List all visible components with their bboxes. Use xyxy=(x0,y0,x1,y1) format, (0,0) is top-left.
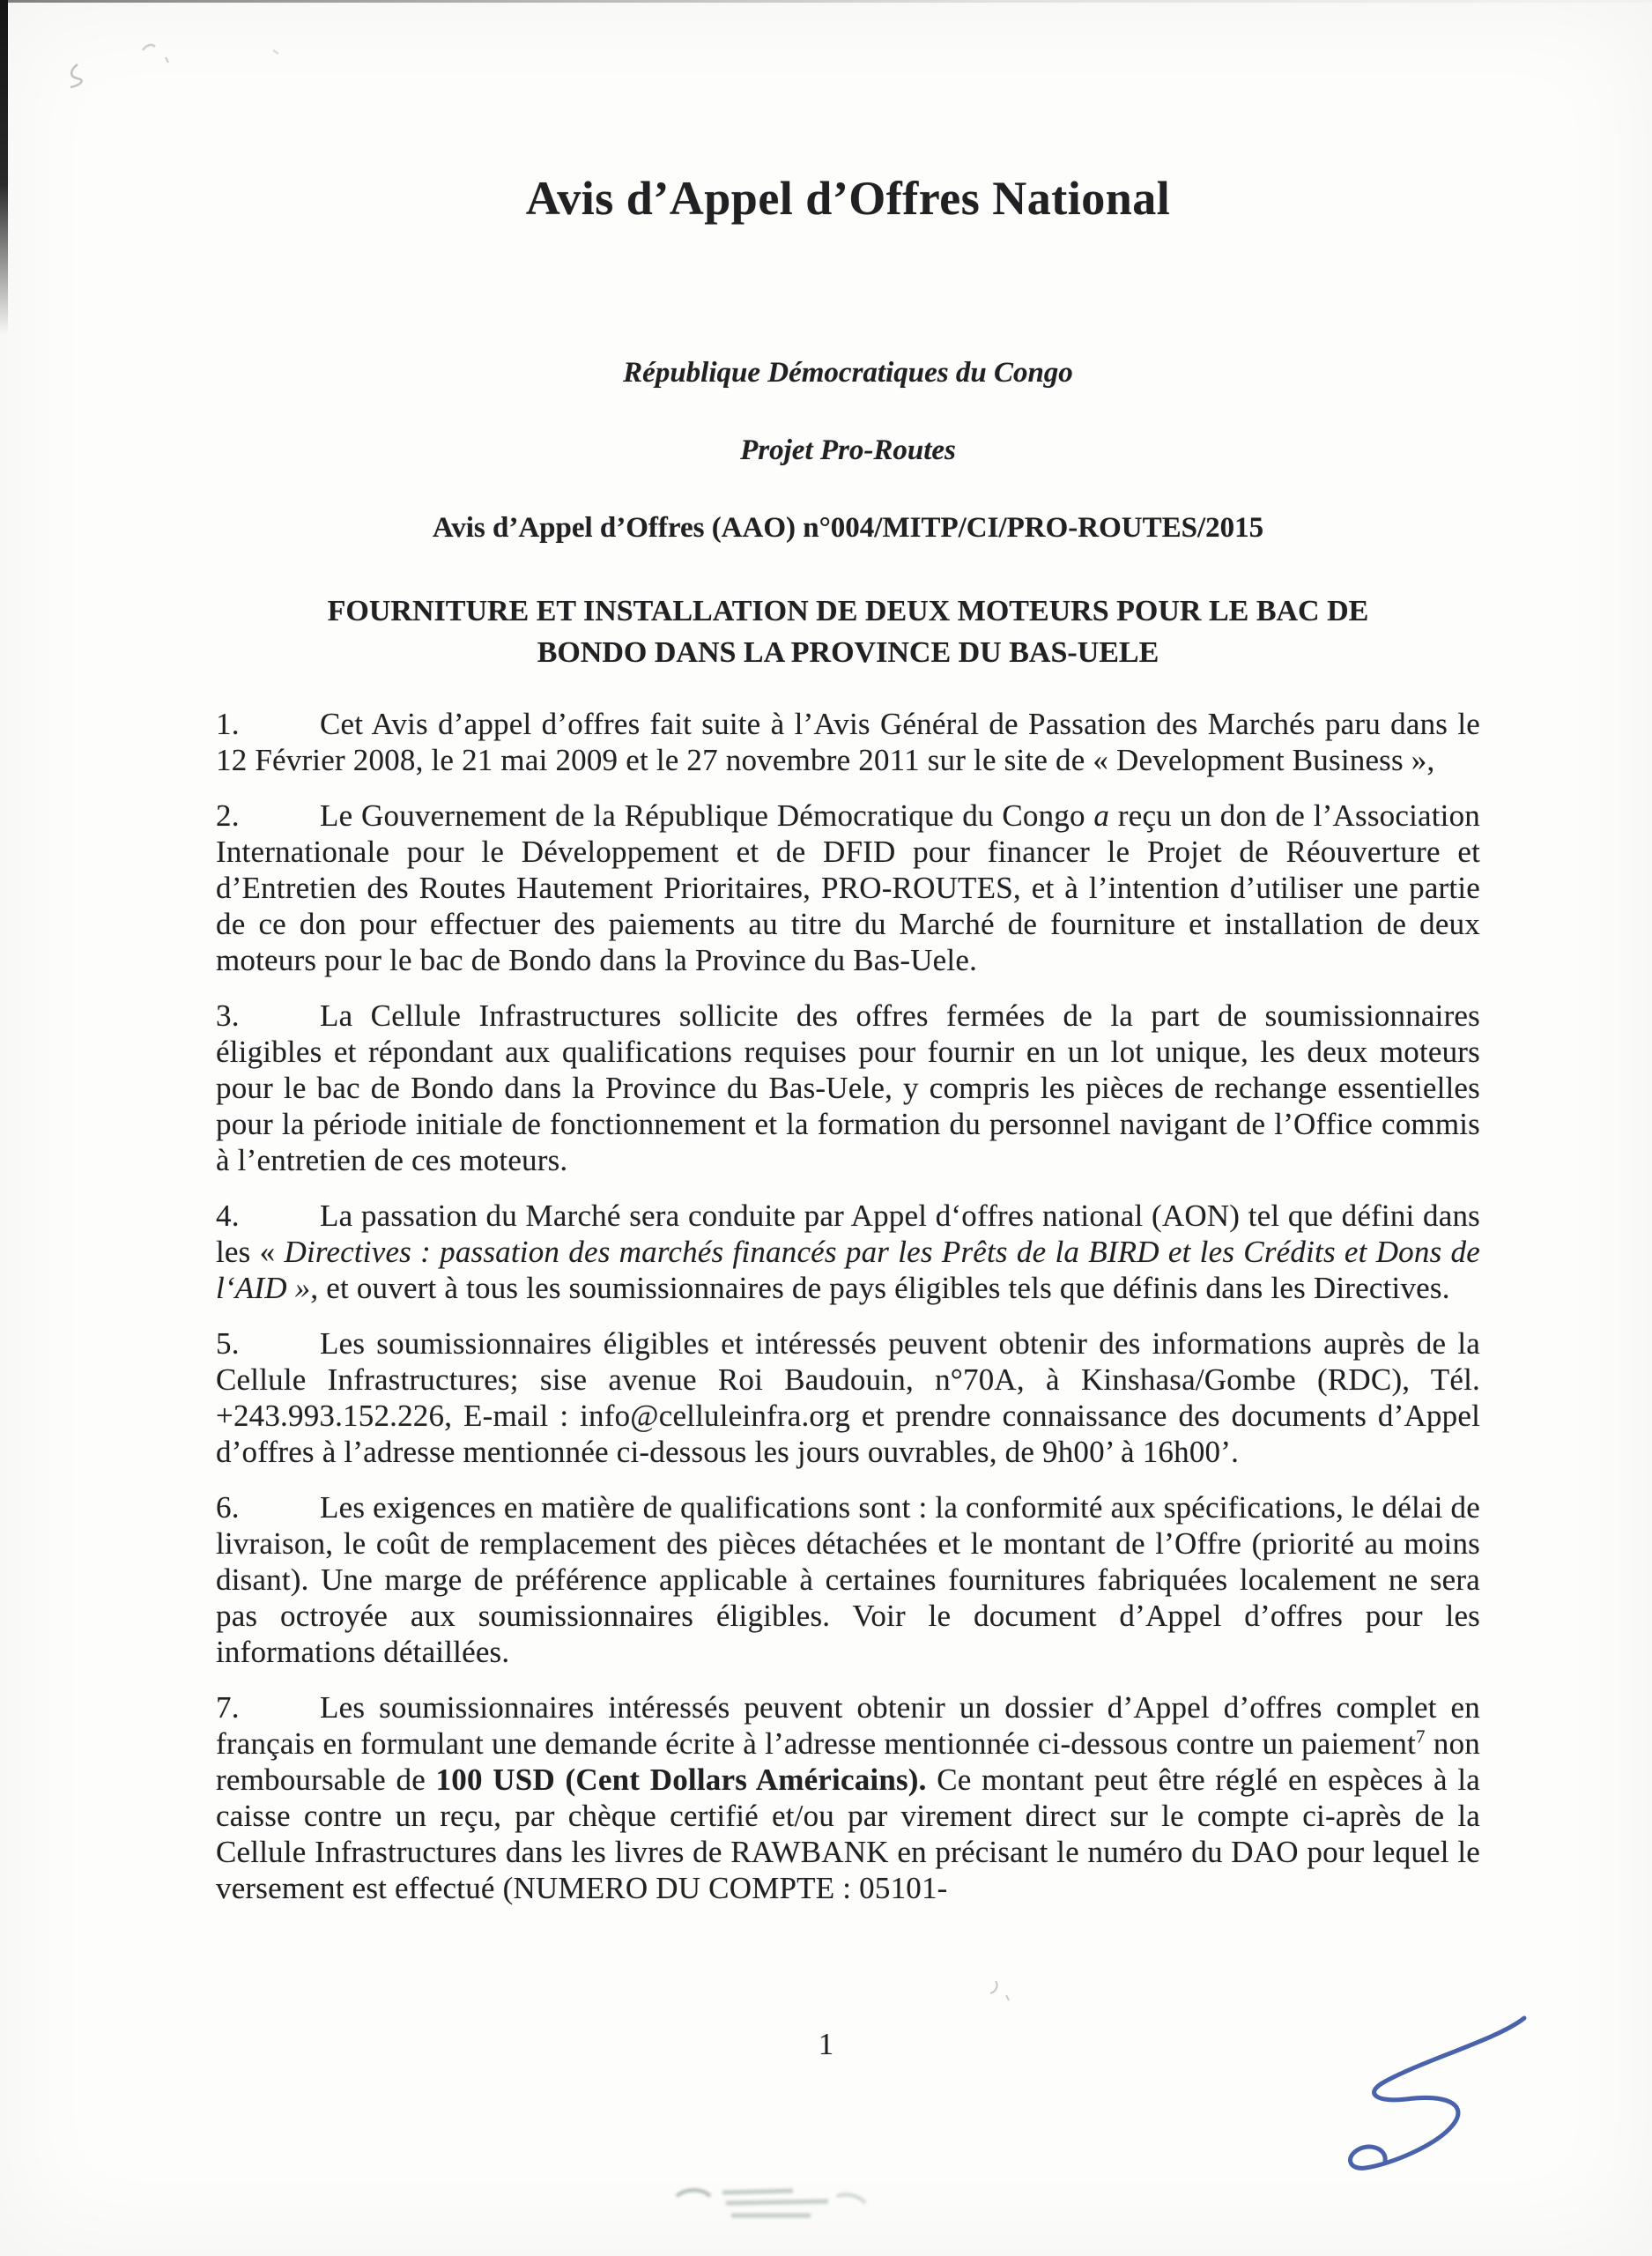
paragraph-text: Cet Avis d’appel d’offres fait suite à l’Avis Général de Passation des Marchés paru dans le 12 Février 2008, le 21 mai 2009 et le 27 novembre 2011 sur le site de « Development Business », xyxy=(216,707,1480,778)
paragraph-number: 6. xyxy=(216,1490,240,1525)
paragraph-5 xyxy=(216,1325,1480,1470)
paragraph-1 xyxy=(216,706,1480,778)
paragraph-6 xyxy=(216,1489,1480,1670)
paragraph-number: 2. xyxy=(216,798,240,834)
paragraph-text: Les soumissionnaires intéressés peuvent obtenir un dossier d’Appel d’offres complet en français en formulant une demande écrite à l’adresse mentionnée ci-dessous contre un paiement$^7$ non remboursable de 100 USD (Cent Dollars Américains). Ce montant peut être réglé en espèces à la caisse contre un reçu, par chèque certifié et/ou par virement direct sur le compte ci-après de la Cellule Infrastructures dans les livres de RAWBANK en précisant le numéro du DAO pour lequel le versement est effectué (NUMERO DU COMPTE : 05101- xyxy=(216,1690,1480,1906)
paragraph-number: 5. xyxy=(216,1326,240,1362)
stray-pencil-marks xyxy=(960,1965,1066,2018)
paragraph-text: Le Gouvernement de la République Démocratique du Congo a reçu un don de l’Association Internationale pour le Développement et de DFID pour financer le Projet de Réouverture et d’Entretien des Routes Hautement Prioritaires, PRO-ROUTES, et à l’intention d’utiliser une partie de ce don pour effectuer des paiements au titre du Marché de fourniture et installation de deux moteurs pour le bac de Bondo dans la Province du Bas-Uele. xyxy=(216,798,1480,978)
project-line: Projet Pro-Routes xyxy=(740,434,956,467)
paragraph-4 xyxy=(216,1198,1480,1306)
pencil-marks xyxy=(62,31,344,110)
paragraph-2 xyxy=(216,798,1480,978)
paragraph-number: 7. xyxy=(216,1690,240,1725)
paragraph-text: Les soumissionnaires éligibles et intéressés peuvent obtenir des informations auprès de la Cellule Infrastructures; sise avenue Roi Baudouin, n°70A, à Kinshasa/Gombe (RDC), Tél. +243.993.152.226, E-mail : info@celluleinfra.org et prendre connaissance des documents d’Appel d’offres à l’adresse mentionnée ci-dessous les jours ouvrables, de 9h00’ à 16h00’. xyxy=(216,1326,1480,1470)
paragraph-number: 3. xyxy=(216,998,240,1034)
paragraph-7 xyxy=(216,1689,1480,1906)
paragraph-text: La Cellule Infrastructures sollicite des offres fermées de la part de soumissionnaires éligibles et répondant aux qualifications requises pour fournir en un lot unique, les deux moteurs pour le bac de Bondo dans la Province du Bas-Uele, y compris les pièces de rechange essentielles pour la période initiale de fonctionnement et la formation du personnel navigant de l’Office commis à l’entretien de ces moteurs. xyxy=(216,998,1480,1178)
paragraph-text: La passation du Marché sera conduite par Appel d‘offres national (AON) tel que défini dans les « Directives : passation des marchés financés par les Prêts de la BIRD et les Crédits et Dons de l‘AID », et ouvert à tous les soumissionnaires de pays éligibles tels que définis dans les Directives. xyxy=(216,1198,1480,1306)
paragraph-3 xyxy=(216,998,1480,1178)
ink-stamp xyxy=(661,2170,890,2240)
paragraph-list xyxy=(216,706,1480,1906)
document-title: Avis d’Appel d’Offres National xyxy=(525,172,1171,225)
page-number: 1 xyxy=(818,2027,834,2061)
signature-ink xyxy=(1304,2000,1551,2194)
document-body xyxy=(0,173,1652,1906)
paragraph-text: Les exigences en matière de qualifications sont : la conformité aux spécifications, le délai de livraison, le coût de remplacement des pièces détachées et le montant de l’Offre (priorité au moins disant). Une marge de préférence applicable à certaines fournitures fabriquées localement ne sera pas octroyée aux soumissionnaires éligibles. Voir le document d’Appel d’offres pour les informations détaillées. xyxy=(216,1490,1480,1670)
subject-heading: FOURNITURE ET INSTALLATION DE DEUX MOTEURS POUR LE BAC DE BONDO DANS LA PROVINCE DU BAS-UELE xyxy=(327,595,1369,670)
signature-stroke xyxy=(1351,2018,1524,2168)
country-line: République Démocratiques du Congo xyxy=(623,357,1073,390)
notice-reference-line: Avis d’Appel d’Offres (AAO) n°004/MITP/CI/PRO-ROUTES/2015 xyxy=(432,512,1264,545)
paragraph-number: 1. xyxy=(216,707,240,742)
paragraph-number: 4. xyxy=(216,1198,240,1234)
scan-artifact-top-edge xyxy=(0,0,1652,3)
